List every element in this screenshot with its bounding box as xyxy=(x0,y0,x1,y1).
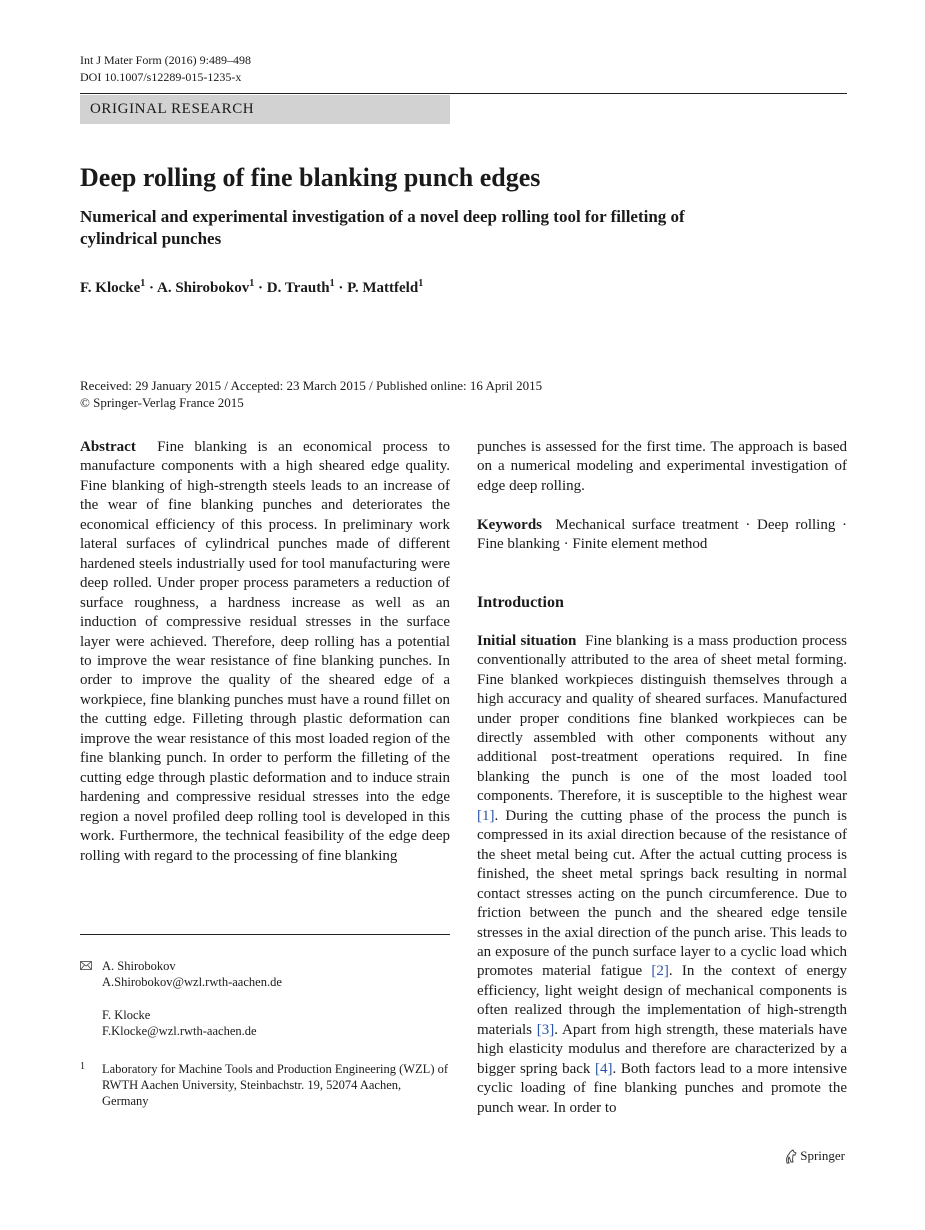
author-separator: · xyxy=(338,280,344,296)
contact-email[interactable]: F.Klocke@wzl.rwth-aachen.de xyxy=(102,1024,257,1038)
author-name: P. Mattfeld xyxy=(347,280,419,296)
affiliation-text: Laboratory for Machine Tools and Production Engineering (WZL) of RWTH Aachen University, Steinbachstr. 19, 52074 Aachen, Germany xyxy=(102,1062,449,1108)
journal-doi: DOI 10.1007/s12289-015-1235-x xyxy=(80,70,242,84)
springer-horse-icon xyxy=(784,1149,797,1164)
author-name: F. Klocke xyxy=(80,280,141,296)
reference-link[interactable]: [4] xyxy=(595,1060,613,1077)
reference-link[interactable]: [1] xyxy=(477,807,495,824)
abstract-label: Abstract xyxy=(80,439,136,455)
author-affiliation-mark: 1 xyxy=(418,278,424,289)
affiliation-mark: 1 xyxy=(80,1061,85,1072)
author-affiliation-mark: 1 xyxy=(249,278,255,289)
footnotes xyxy=(80,958,450,1109)
section-tag: ORIGINAL RESEARCH xyxy=(80,95,450,124)
intro-text: . In the context of energy efficiency, light weight design of mechanical components is often realized through the implementation of high-strength materials xyxy=(477,963,847,1038)
journal-citation: Int J Mater Form (2016) 9:489–498 xyxy=(80,53,251,67)
affiliation-footnote xyxy=(80,1061,450,1109)
publication-dates xyxy=(80,377,542,411)
introduction-paragraph xyxy=(477,632,847,1118)
abstract-continued: punches is assessed for the first time. The approach is based on a numerical modeling and experimental investigation of edge deep rolling. xyxy=(477,439,847,494)
publisher-name: Springer xyxy=(800,1148,845,1163)
reference-link[interactable]: [2] xyxy=(651,963,669,980)
journal-header xyxy=(80,52,251,86)
corresponding-author xyxy=(80,958,450,990)
coauthor-contact xyxy=(80,1007,450,1039)
contact-name: A. Shirobokov xyxy=(102,959,176,973)
right-column xyxy=(477,438,847,1118)
publisher-footer xyxy=(784,1147,845,1165)
intro-text: Fine blanking is a mass production process conventionally attributed to the area of sheet metal forming. Fine blanked workpieces distinguish themselves through a high accuracy and quality of sheared surfaces. Manufactured under proper conditions fine blanked workpieces can be directly assembled with other components without any additional post-treatment operations required. In fine blanking the punch is one of the most loaded tool components. Therefore, it is susceptible to the highest wear xyxy=(477,632,848,805)
author-list xyxy=(80,273,423,299)
author-affiliation-mark: 1 xyxy=(140,278,146,289)
introduction-heading: Introduction xyxy=(477,593,564,611)
copyright-line: © Springer-Verlag France 2015 xyxy=(80,395,244,410)
intro-text: . Apart from high strength, these materials have high elasticity modulus and therefore are characterized by a bigger spring back xyxy=(477,1021,847,1077)
keywords-label: Keywords xyxy=(477,516,542,533)
author-separator: · xyxy=(258,280,264,296)
left-column xyxy=(80,438,450,866)
author-name: D. Trauth xyxy=(266,280,330,296)
author-name: A. Shirobokov xyxy=(156,280,250,296)
abstract-text: Fine blanking is an economical process to manufacture components with a high sheared edge quality. Fine blanking of high-strength steels leads to an increase of the wear of fine blanking punches and deteriorates the economical efficiency of this process. In preliminary work lateral surfaces of cylindrical punches made of different hardened steels industrially used for tool manufacturing were deep rolled. Under proper process parameters a reduction of surface roughness, a hardness increase as well as an induction of compressive residual stresses in the surface layer were achieved. Therefore, deep rolling has a potential to improve the wear resistance of fine blanking punches. In order to improve the quality of the sheared edge of a workpiece, fine blanking punches must have a round fillet on the cutting edge. Filleting through plastic deformation can improve the wear resistance of this most loaded region of the fine blanking punch. In order to perform the filleting of the cutting edge through plastic deformation and to induce strain hardening and compressive residual stresses into the edge region a novel profiled deep rolling tool is developed in this work. Furthermore, the technical feasibility of the edge deep rolling with regard to the processing of fine blanking xyxy=(80,439,450,864)
intro-text: . During the cutting phase of the process the punch is compressed in its axial direction because of the resistance of the sheet metal being cut. After the actual cutting process is finished, the sheet metal springs back resulting in normal contact stresses acting on the punch circumference. Due to friction between the punch and the sheared edge tensile stresses in the axial direction of the punch arise. This leads to an exposure of the punch surface layer to a cyclic load which promotes material fatigue xyxy=(477,807,847,980)
keywords-paragraph xyxy=(477,516,847,555)
paper-subtitle: Numerical and experimental investigation of a novel deep rolling tool for filleting of cylindrical punches xyxy=(80,207,685,248)
reference-link[interactable]: [3] xyxy=(536,1021,555,1038)
footnote-rule xyxy=(80,934,450,935)
contact-email[interactable]: A.Shirobokov@wzl.rwth-aachen.de xyxy=(102,975,282,989)
keywords-text: Mechanical surface treatment · Deep rolling · Fine blanking · Finite element method xyxy=(477,516,848,553)
abstract-paragraph xyxy=(80,438,450,866)
header-rule xyxy=(80,93,847,94)
intro-text: . Both factors lead to a more intensive cyclic loading of fine blanking punches and promote the punch wear. In order to xyxy=(477,1060,847,1116)
author-separator: · xyxy=(149,280,155,296)
paragraph-label: Initial situation xyxy=(477,632,577,649)
paper-title: Deep rolling of fine blanking punch edges xyxy=(80,163,541,192)
contact-name: F. Klocke xyxy=(102,1008,151,1022)
author-affiliation-mark: 1 xyxy=(329,278,335,289)
envelope-icon xyxy=(80,961,92,970)
history-dates: Received: 29 January 2015 / Accepted: 23 March 2015 / Published online: 16 April 2015 xyxy=(80,378,543,393)
